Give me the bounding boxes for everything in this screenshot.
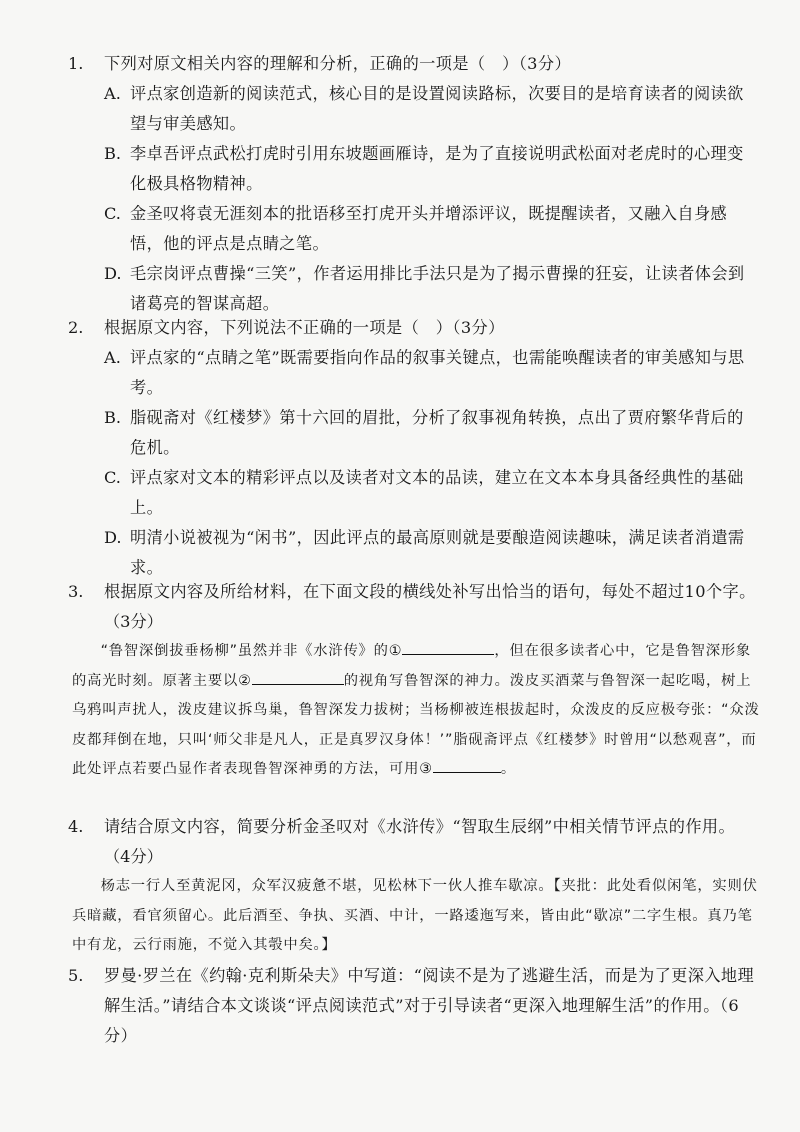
option-a [104, 343, 760, 403]
question-stem: 根据原文内容，下列说法不正确的一项是（ ）（3分） [104, 318, 505, 337]
question-number: 4. [68, 817, 84, 836]
option-label: B. [104, 408, 122, 427]
option-label: B. [104, 144, 122, 163]
option-label: C. [104, 204, 121, 223]
option-text: 脂砚斋对《红楼梦》第十六回的眉批，分析了叙事视角转换，点出了贾府繁华背后的危机。 [130, 408, 744, 457]
question-1 [68, 49, 760, 319]
question-stem: 请结合原文内容，简要分析金圣叹对《水浒传》“智取生辰纲”中相关情节评点的作用。 [104, 817, 736, 836]
option-c [104, 463, 760, 523]
option-b [104, 403, 760, 463]
question-score: （4分） [104, 847, 163, 866]
option-text: 金圣叹将袁无涯刻本的批语移至打虎开头并增添评议，既提醒读者，又融入自身感悟，他的评点是点睛之笔。 [130, 204, 728, 253]
question-stem: 下列对原文相关内容的理解和分析，正确的一项是（ ）（3分） [104, 54, 572, 73]
question-4-material: 杨志一行人至黄泥冈，众军汉疲惫不堪，见松林下一伙人推车歇凉。【夹批：此处看似闲笔，实则伏兵暗藏，看官须留心。此后酒至、争执、买酒、中计，一路逶迤写来，皆由此“歇凉”二字生根。真乃笔中有龙，云行雨施，不觉入其彀中矣。】 [72, 878, 758, 953]
option-label: C. [104, 468, 121, 487]
answer-blank-2[interactable] [252, 668, 344, 685]
option-b [104, 139, 760, 199]
answer-blank-1[interactable] [402, 638, 494, 655]
material-text: “鲁智深倒拔垂杨柳”虽然并非《水浒传》的① [100, 643, 403, 659]
option-text: 李卓吾评点武松打虎时引用东坡题画雁诗，是为了直接说明武松面对老虎时的心理变化极具格物精神。 [130, 144, 744, 193]
question-3-material [72, 637, 760, 785]
option-label: A. [104, 348, 121, 367]
option-c [104, 199, 760, 259]
option-text: 毛宗岗评点曹操“三笑”，作者运用排比手法只是为了揭示曹操的狂妄，让读者体会到诸葛亮的智谋高超。 [130, 264, 745, 313]
option-a [104, 79, 760, 139]
material-text: 的视角写鲁智深的神力。泼皮买酒菜与鲁智深一起吃喝，树上乌鸦叫声扰人，泼皮建议拆鸟巢，鲁智深发力拔树；当杨柳被连根拔起时，众泼皮的反应极夸张：“众泼皮都拜倒在地，只叫‘师父非是凡人，正是真罗汉身体！’”脂砚斋评点《红楼梦》时曾用“以愁观喜”，而此处评点若要凸显作者表现鲁智深神勇的方法，可用③ [72, 672, 760, 777]
option-text: 评点家的“点睛之笔”既需要指向作品的叙事关键点，也需能唤醒读者的审美感知与思考。 [130, 348, 745, 397]
question-number: 2. [68, 318, 84, 337]
question-4 [68, 812, 760, 872]
question-5 [68, 961, 760, 1051]
material-text: ，但在很多读者心中，它是鲁智深形象的高光时刻。原著主要以② [72, 643, 752, 689]
option-label: A. [104, 84, 121, 103]
answer-blank-3[interactable] [433, 756, 501, 773]
material-text: 。 [500, 761, 516, 777]
question-stem: 罗曼·罗兰在《约翰·克利斯朵夫》中写道：“阅读不是为了逃避生活，而是为了更深入地理解生活。”请结合本文谈谈“评点阅读范式”对于引导读者“更深入地理解生活”的作用。（6分） [104, 966, 755, 1045]
option-text: 评点家创造新的阅读范式，核心目的是设置阅读路标，次要目的是培育读者的阅读欲望与审美感知。 [130, 84, 744, 133]
option-d [104, 523, 760, 583]
option-text: 明清小说被视为“闲书”，因此评点的最高原则就是要酿造阅读趣味，满足读者消遣需求。 [130, 528, 745, 577]
question-2 [68, 313, 760, 583]
option-d [104, 259, 760, 319]
option-label: D. [104, 528, 122, 547]
question-stem: 根据原文内容及所给材料，在下面文段的横线处补写出恰当的语句，每处不超过10个字。 [104, 582, 756, 601]
question-score: （3分） [104, 612, 163, 631]
option-label: D. [104, 264, 122, 283]
question-3 [68, 577, 760, 637]
question-number: 3. [68, 582, 84, 601]
question-number: 5. [68, 966, 84, 985]
option-text: 评点家对文本的精彩评点以及读者对文本的品读，建立在文本本身具备经典性的基础上。 [130, 468, 744, 517]
question-number: 1. [68, 54, 84, 73]
